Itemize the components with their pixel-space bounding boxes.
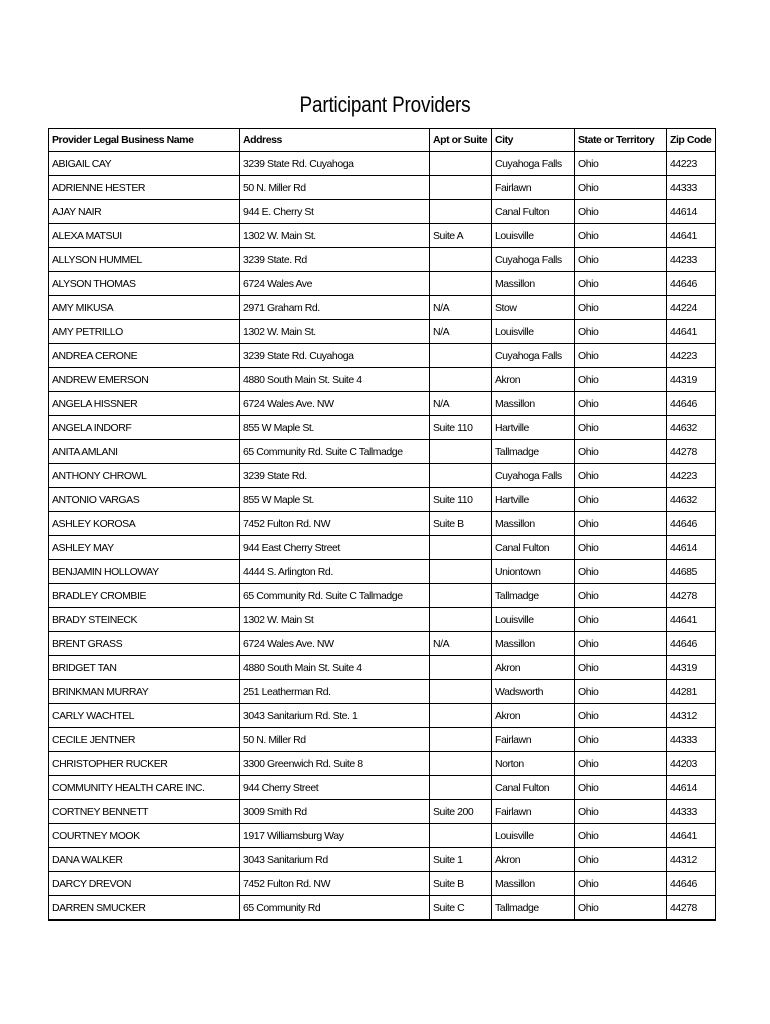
state-cell: Ohio [575,656,667,680]
city-cell: Canal Fulton [492,536,575,560]
state-cell: Ohio [575,608,667,632]
address-cell: 251 Leatherman Rd. [240,680,430,704]
business-name-cell: BENJAMIN HOLLOWAY [49,560,240,584]
column-header-zip: Zip Code [667,129,716,152]
apt-suite-cell: Suite 200 [430,800,492,824]
zip-cell: 44646 [667,632,716,656]
business-name-cell: AMY PETRILLO [49,320,240,344]
address-cell: 944 East Cherry Street [240,536,430,560]
address-cell: 65 Community Rd. Suite C Tallmadge [240,584,430,608]
apt-suite-cell: Suite C [430,896,492,921]
table-row [49,320,716,344]
state-cell: Ohio [575,368,667,392]
address-cell: 7452 Fulton Rd. NW [240,872,430,896]
city-cell: Massillon [492,512,575,536]
business-name-cell: BRIDGET TAN [49,656,240,680]
business-name-cell: CARLY WACHTEL [49,704,240,728]
apt-suite-cell: Suite 1 [430,848,492,872]
address-cell: 3239 State Rd. Cuyahoga [240,344,430,368]
address-cell: 3239 State Rd. [240,464,430,488]
apt-suite-cell: N/A [430,392,492,416]
state-cell: Ohio [575,776,667,800]
table-row [49,872,716,896]
business-name-cell: ANITA AMLANI [49,440,240,464]
city-cell: Cuyahoga Falls [492,344,575,368]
table-body [49,152,716,921]
state-cell: Ohio [575,416,667,440]
zip-cell: 44203 [667,752,716,776]
state-cell: Ohio [575,248,667,272]
state-cell: Ohio [575,536,667,560]
state-cell: Ohio [575,272,667,296]
city-cell: Louisville [492,824,575,848]
apt-suite-cell: N/A [430,632,492,656]
table-row [49,200,716,224]
table-row [49,248,716,272]
column-header-apt-suite: Apt or Suite [430,129,492,152]
address-cell: 3300 Greenwich Rd. Suite 8 [240,752,430,776]
zip-cell: 44614 [667,776,716,800]
zip-cell: 44641 [667,224,716,248]
apt-suite-cell [430,680,492,704]
zip-cell: 44685 [667,560,716,584]
city-cell: Massillon [492,392,575,416]
address-cell: 944 Cherry Street [240,776,430,800]
zip-cell: 44646 [667,392,716,416]
apt-suite-cell [430,152,492,176]
state-cell: Ohio [575,560,667,584]
state-cell: Ohio [575,440,667,464]
city-cell: Tallmadge [492,896,575,921]
zip-cell: 44333 [667,800,716,824]
city-cell: Akron [492,848,575,872]
address-cell: 3043 Sanitarium Rd. Ste. 1 [240,704,430,728]
table-row [49,584,716,608]
business-name-cell: BRINKMAN MURRAY [49,680,240,704]
zip-cell: 44223 [667,344,716,368]
apt-suite-cell [430,560,492,584]
business-name-cell: ANTONIO VARGAS [49,488,240,512]
apt-suite-cell: Suite B [430,872,492,896]
business-name-cell: ASHLEY KOROSA [49,512,240,536]
state-cell: Ohio [575,680,667,704]
zip-cell: 44641 [667,608,716,632]
zip-cell: 44333 [667,728,716,752]
city-cell: Wadsworth [492,680,575,704]
table-row [49,728,716,752]
zip-cell: 44632 [667,416,716,440]
address-cell: 50 N. Miller Rd [240,176,430,200]
business-name-cell: ALEXA MATSUI [49,224,240,248]
apt-suite-cell [430,440,492,464]
city-cell: Louisville [492,320,575,344]
business-name-cell: ADRIENNE HESTER [49,176,240,200]
city-cell: Massillon [492,632,575,656]
city-cell: Fairlawn [492,800,575,824]
apt-suite-cell [430,200,492,224]
zip-cell: 44278 [667,896,716,921]
table-row [49,536,716,560]
address-cell: 855 W Maple St. [240,416,430,440]
state-cell: Ohio [575,728,667,752]
state-cell: Ohio [575,512,667,536]
business-name-cell: DANA WALKER [49,848,240,872]
table-row [49,488,716,512]
state-cell: Ohio [575,344,667,368]
address-cell: 1302 W. Main St. [240,224,430,248]
address-cell: 1917 Williamsburg Way [240,824,430,848]
state-cell: Ohio [575,872,667,896]
table-row [49,464,716,488]
zip-cell: 44641 [667,824,716,848]
column-header-city: City [492,129,575,152]
state-cell: Ohio [575,176,667,200]
address-cell: 6724 Wales Ave [240,272,430,296]
table-row [49,368,716,392]
apt-suite-cell [430,824,492,848]
apt-suite-cell [430,608,492,632]
city-cell: Canal Fulton [492,776,575,800]
state-cell: Ohio [575,224,667,248]
zip-cell: 44632 [667,488,716,512]
business-name-cell: AMY MIKUSA [49,296,240,320]
table-row [49,416,716,440]
city-cell: Fairlawn [492,176,575,200]
zip-cell: 44281 [667,680,716,704]
column-header-business-name: Provider Legal Business Name [49,129,240,152]
business-name-cell: CHRISTOPHER RUCKER [49,752,240,776]
state-cell: Ohio [575,320,667,344]
apt-suite-cell [430,704,492,728]
apt-suite-cell [430,536,492,560]
table-row [49,776,716,800]
address-cell: 6724 Wales Ave. NW [240,392,430,416]
city-cell: Akron [492,704,575,728]
apt-suite-cell [430,176,492,200]
zip-cell: 44333 [667,176,716,200]
zip-cell: 44312 [667,848,716,872]
city-cell: Akron [492,656,575,680]
zip-cell: 44223 [667,464,716,488]
city-cell: Massillon [492,272,575,296]
address-cell: 2971 Graham Rd. [240,296,430,320]
table-row [49,824,716,848]
zip-cell: 44641 [667,320,716,344]
providers-table [48,128,716,921]
state-cell: Ohio [575,392,667,416]
address-cell: 944 E. Cherry St [240,200,430,224]
zip-cell: 44646 [667,872,716,896]
city-cell: Norton [492,752,575,776]
address-cell: 65 Community Rd. Suite C Tallmadge [240,440,430,464]
address-cell: 7452 Fulton Rd. NW [240,512,430,536]
address-cell: 6724 Wales Ave. NW [240,632,430,656]
table-row [49,656,716,680]
zip-cell: 44224 [667,296,716,320]
table-row [49,392,716,416]
state-cell: Ohio [575,848,667,872]
business-name-cell: ALYSON THOMAS [49,272,240,296]
address-cell: 4444 S. Arlington Rd. [240,560,430,584]
zip-cell: 44614 [667,200,716,224]
city-cell: Louisville [492,608,575,632]
zip-cell: 44646 [667,512,716,536]
apt-suite-cell [430,656,492,680]
zip-cell: 44646 [667,272,716,296]
state-cell: Ohio [575,800,667,824]
city-cell: Tallmadge [492,440,575,464]
apt-suite-cell: Suite B [430,512,492,536]
address-cell: 4880 South Main St. Suite 4 [240,656,430,680]
address-cell: 65 Community Rd [240,896,430,921]
table-row [49,752,716,776]
apt-suite-cell: Suite 110 [430,416,492,440]
table-header-row [49,129,716,152]
state-cell: Ohio [575,584,667,608]
city-cell: Hartville [492,488,575,512]
table-row [49,608,716,632]
apt-suite-cell [430,752,492,776]
table-row [49,800,716,824]
state-cell: Ohio [575,464,667,488]
zip-cell: 44278 [667,440,716,464]
city-cell: Cuyahoga Falls [492,464,575,488]
table-row [49,272,716,296]
city-cell: Uniontown [492,560,575,584]
business-name-cell: BRADLEY CROMBIE [49,584,240,608]
business-name-cell: ANTHONY CHROWL [49,464,240,488]
apt-suite-cell [430,464,492,488]
address-cell: 3009 Smith Rd [240,800,430,824]
business-name-cell: ANGELA HISSNER [49,392,240,416]
business-name-cell: ABIGAIL CAY [49,152,240,176]
address-cell: 3239 State Rd. Cuyahoga [240,152,430,176]
city-cell: Fairlawn [492,728,575,752]
business-name-cell: ASHLEY MAY [49,536,240,560]
apt-suite-cell [430,248,492,272]
state-cell: Ohio [575,824,667,848]
state-cell: Ohio [575,296,667,320]
address-cell: 3043 Sanitarium Rd [240,848,430,872]
apt-suite-cell [430,344,492,368]
table-row [49,152,716,176]
zip-cell: 44319 [667,656,716,680]
state-cell: Ohio [575,152,667,176]
table-row [49,560,716,584]
business-name-cell: CORTNEY BENNETT [49,800,240,824]
table-row [49,440,716,464]
business-name-cell: ANGELA INDORF [49,416,240,440]
table-row [49,680,716,704]
business-name-cell: ANDREW EMERSON [49,368,240,392]
table-row [49,176,716,200]
zip-cell: 44614 [667,536,716,560]
apt-suite-cell: N/A [430,320,492,344]
page-title: Participant Providers [299,92,471,117]
business-name-cell: ANDREA CERONE [49,344,240,368]
zip-cell: 44278 [667,584,716,608]
apt-suite-cell: Suite A [430,224,492,248]
city-cell: Louisville [492,224,575,248]
city-cell: Canal Fulton [492,200,575,224]
apt-suite-cell [430,728,492,752]
zip-cell: 44233 [667,248,716,272]
table-row [49,224,716,248]
city-cell: Cuyahoga Falls [492,248,575,272]
table-row [49,512,716,536]
address-cell: 4880 South Main St. Suite 4 [240,368,430,392]
business-name-cell: ALLYSON HUMMEL [49,248,240,272]
apt-suite-cell [430,776,492,800]
state-cell: Ohio [575,200,667,224]
table-row [49,848,716,872]
business-name-cell: BRENT GRASS [49,632,240,656]
business-name-cell: COURTNEY MOOK [49,824,240,848]
table-row [49,632,716,656]
address-cell: 3239 State. Rd [240,248,430,272]
address-cell: 50 N. Miller Rd [240,728,430,752]
business-name-cell: COMMUNITY HEALTH CARE INC. [49,776,240,800]
apt-suite-cell [430,368,492,392]
apt-suite-cell: Suite 110 [430,488,492,512]
apt-suite-cell [430,584,492,608]
table-row [49,296,716,320]
table-row [49,704,716,728]
column-header-address: Address [240,129,430,152]
zip-cell: 44223 [667,152,716,176]
zip-cell: 44319 [667,368,716,392]
city-cell: Cuyahoga Falls [492,152,575,176]
apt-suite-cell: N/A [430,296,492,320]
zip-cell: 44312 [667,704,716,728]
city-cell: Stow [492,296,575,320]
table-row [49,896,716,921]
column-header-state: State or Territory [575,129,667,152]
city-cell: Tallmadge [492,584,575,608]
state-cell: Ohio [575,896,667,921]
table-row [49,344,716,368]
address-cell: 1302 W. Main St [240,608,430,632]
business-name-cell: BRADY STEINECK [49,608,240,632]
state-cell: Ohio [575,632,667,656]
address-cell: 1302 W. Main St. [240,320,430,344]
city-cell: Massillon [492,872,575,896]
state-cell: Ohio [575,488,667,512]
business-name-cell: DARCY DREVON [49,872,240,896]
state-cell: Ohio [575,752,667,776]
apt-suite-cell [430,272,492,296]
state-cell: Ohio [575,704,667,728]
address-cell: 855 W Maple St. [240,488,430,512]
city-cell: Akron [492,368,575,392]
business-name-cell: CECILE JENTNER [49,728,240,752]
business-name-cell: DARREN SMUCKER [49,896,240,921]
business-name-cell: AJAY NAIR [49,200,240,224]
city-cell: Hartville [492,416,575,440]
